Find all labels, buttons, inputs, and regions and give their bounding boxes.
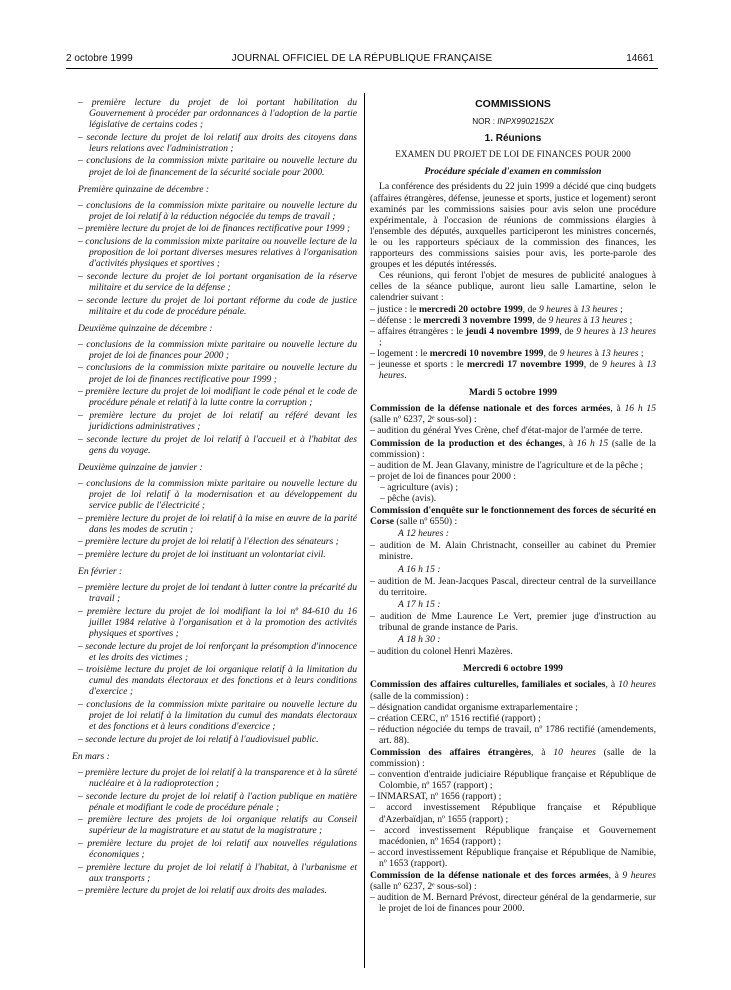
list-item: – conclusions de la commission mixte paritaire ou nouvelle lecture de la proposition de loi portant diverses mesures relatives à l'organisation d'activités physiques et sportives ; [78, 236, 357, 270]
list-item: – accord investissement République française et République d'Azerbaïdjan, nº 1655 (rapport) ; [370, 802, 656, 825]
list-item: – réduction négociée du temps de travail, nº 1786 rectifié (amendements, art. 88). [370, 723, 656, 746]
left-column [72, 97, 357, 898]
nor-line [370, 116, 656, 127]
commission-block [370, 505, 656, 657]
calendar-item: – logement : le mercredi 10 novembre 1999, de 9 heures à 13 heures ; [370, 347, 644, 359]
section-december-2 [78, 323, 357, 456]
section-heading: Première quinzaine de décembre : [78, 183, 210, 195]
header-date: 2 octobre 1999 [66, 53, 133, 64]
list-item: – audition du général Yves Crène, chef d'état-major de l'armée de terre. [370, 425, 643, 437]
list-item: – seconde lecture du projet de loi portant réforme du code de justice militaire et du code de procédure pénale. [78, 294, 357, 317]
list-item: – audition de M. Jean Glavany, ministre de l'agriculture et de la pêche ; [370, 459, 644, 471]
calendar-item: – défense : le mercredi 3 novembre 1999, de 9 heures à 13 heures ; [370, 314, 633, 326]
nor-code: INPX9902152X [497, 117, 554, 127]
list-item: – création CERC, nº 1516 rectifié (rapport) ; [370, 712, 541, 724]
list-item: – convention d'entraide judiciaire République française et République de Colombie, nº 1657 (rapport) ; [370, 769, 656, 792]
list-item: – première lecture du projet de loi instituant un volontariat civil. [78, 548, 326, 560]
commission-heading: Commission de la production et des échanges, à 16 h 15 (salle de la commission) : [370, 437, 657, 460]
section-heading: En mars : [72, 750, 110, 762]
list-item: – accord investissement République française et République de Namibie, nº 1653 (rapport). [370, 846, 656, 869]
time-label: A 16 h 15 : [398, 563, 441, 575]
calendar-item: – justice : le mercredi 20 octobre 1999, de 9 heures à 13 heures ; [370, 303, 623, 315]
list-item: – première lecture du projet de loi modifiant le code pénal et le code de procédure pénale et relatif à la lutte contre la corruption ; [78, 386, 357, 409]
commission-block [370, 679, 656, 746]
list-item: – INMARSAT, nº 1656 (rapport) ; [370, 791, 502, 803]
day-heading: Mardi 5 octobre 1999 [468, 387, 558, 399]
list-item: – première lecture du projet de loi relatif aux nouvelles régulations économiques ; [78, 838, 357, 861]
list-item: – seconde lecture du projet de loi relatif aux droits des citoyens dans leurs relations avec l'administration ; [78, 131, 357, 154]
commission-heading: Commission d'enquête sur le fonctionnement des forces de sécurité en Corse (salle nº 6550) : [370, 505, 656, 528]
list-item: – seconde lecture du projet de loi renforçant la présomption d'innocence et les droits des victimes ; [78, 640, 357, 663]
list-item: – première lecture du projet de loi relatif à la mise en œuvre de la parité dans les modes de scrutin ; [78, 512, 357, 535]
nor-label: NOR : [472, 117, 495, 127]
intro-list [78, 97, 357, 178]
commission-block [370, 870, 656, 914]
list-item: – première lecture du projet de loi de finances rectificative pour 1999 ; [78, 223, 351, 235]
commission-block [370, 438, 656, 505]
section-february [78, 566, 357, 745]
section-january-2 [78, 462, 357, 560]
reunions-heading: 1. Réunions [484, 133, 542, 145]
list-item: – projet de loi de finances pour 2000 : [370, 470, 517, 482]
calendar-list [370, 304, 656, 382]
exam-heading: EXAMEN DU PROJET DE LOI DE FINANCES POUR 2000 [395, 149, 631, 160]
list-item: – audition de Mme Laurence Le Vert, premier juge d'instruction au tribunal de grande instance de Paris. [370, 610, 656, 634]
calendar-item: – jeunesse et sports : le mercredi 17 novembre 1999, de 9 heures à 13 heures. [370, 358, 657, 382]
day-heading: Mercredi 6 octobre 1999 [463, 663, 563, 675]
list-item: – désignation candidat organisme extraparlementaire ; [370, 701, 578, 713]
column-divider [364, 93, 365, 968]
list-item: – première lecture du projet de loi relatif à la transparence et à la sûreté nucléaire et à la radioprotection ; [78, 766, 357, 790]
section-heading: En février : [78, 565, 123, 577]
commissions-title: COMMISSIONS [475, 98, 551, 110]
list-item: – première lecture du projet de loi relatif à l'élection des sénateurs ; [78, 536, 339, 548]
list-item: – conclusions de la commission mixte paritaire ou nouvelle lecture du projet de loi de financement de la sécurité sociale pour 2000. [78, 155, 357, 178]
list-item: – seconde lecture du projet de loi relatif à l'audiovisuel public. [78, 733, 319, 745]
list-item: – première lecture des projets de loi organique relatifs au Conseil supérieur de la magistrature et au statut de la magistrature ; [78, 814, 357, 837]
paragraph: Ces réunions, qui feront l'objet de mesures de publicité analogues à celles de la séance publique, auront lieu salle Lamartine, selon le calendrier suivant : [370, 270, 656, 304]
right-column [370, 97, 656, 914]
commission-block [370, 747, 656, 869]
time-label: A 12 heures : [398, 528, 449, 540]
list-item: – seconde lecture du projet de loi relatif à l'accueil et à l'habitat des gens du voyage. [78, 433, 357, 456]
list-item: – première lecture du projet de loi tendant à lutter contre la précarité du travail ; [78, 582, 357, 605]
list-item: – audition de M. Bernard Prévost, directeur général de la gendarmerie, sur le projet de loi de finances pour 2000. [370, 892, 656, 915]
section-heading: Deuxième quinzaine de décembre : [78, 322, 213, 334]
section-heading: Deuxième quinzaine de janvier : [78, 461, 203, 473]
list-item: – première lecture du projet de loi portant habilitation du Gouvernement à procéder par ordonnances à l'adoption de la partie législative de certains codes ; [78, 97, 357, 131]
list-item: – troisième lecture du projet de loi organique relatif à la limitation du cumul des mandats électoraux et des fonctions et à leurs conditions d'exercice ; [78, 664, 357, 698]
header-rule [66, 68, 658, 69]
section-december-1 [78, 184, 357, 317]
time-label: A 18 h 30 : [398, 634, 441, 646]
list-item: – accord investissement République française et Gouvernement macédonien, nº 1654 (rapport) ; [370, 824, 656, 847]
list-item: – conclusions de la commission mixte paritaire ou nouvelle lecture du projet de loi de finances rectificative pour 1999 ; [78, 362, 357, 385]
procedure-heading: Procédure spéciale d'examen en commission [424, 166, 602, 178]
list-item: – première lecture du projet de loi relatif aux droits des malades. [78, 885, 327, 897]
sub-list-item: – pêche (avis). [380, 493, 437, 504]
section-march [72, 750, 357, 897]
journal-title: JOURNAL OFFICIEL DE LA RÉPUBLIQUE FRANÇAISE [231, 53, 493, 64]
list-item: – première lecture du projet de loi relatif à l'habitat, à l'urbanisme et aux transports ; [78, 861, 357, 884]
list-item: – conclusions de la commission mixte paritaire ou nouvelle lecture du projet de loi relatif à la réduction négociée du temps de travail ; [78, 199, 357, 222]
list-item: – seconde lecture du projet de loi portant organisation de la réserve militaire et du service de la défense ; [78, 270, 357, 293]
list-item: – première lecture du projet de loi relatif au référé devant les juridictions administratives ; [78, 409, 357, 432]
list-item: – audition de M. Jean-Jacques Pascal, directeur central de la surveillance du territoire. [370, 575, 656, 598]
list-item: – conclusions de la commission mixte paritaire ou nouvelle lecture du projet de loi relatif à la limitation du cumul des mandats électoraux et des fonctions et à leurs conditions d'exercice ; [78, 699, 357, 733]
list-item: – seconde lecture du projet de loi relatif à l'action publique en matière pénale et modifiant le code de procédure pénale ; [78, 790, 357, 813]
page-number: 14661 [626, 53, 654, 64]
commission-heading: Commission de la défense nationale et des forces armées, à 9 heures (salle nº 6237, 2ᵉ sous-sol) : [370, 870, 656, 893]
commission-heading: Commission de la défense nationale et des forces armées, à 16 h 15 (salle nº 6237, 2ᵉ sous-sol) : [370, 403, 656, 426]
list-item: – conclusions de la commission mixte paritaire ou nouvelle lecture du projet de loi de finances pour 2000 ; [78, 338, 357, 361]
list-item: – audition du colonel Henri Mazères. [370, 646, 513, 658]
paragraph: La conférence des présidents du 22 juin 1999 a décidé que cinq budgets (affaires étrangères, défense, jeunesse et sports, justice et logement) seront examinés par les commissions saisies pour avis selon une procédure expérimentale, à l'occasion de réunions de commissions élargies à l'ensemble des députés, auxquelles participeront les ministres concernés, le ou les rapporteurs spéciaux de la commission des finances, les rapporteurs des commissions saisies pour avis, les porte-parole des groupes et les députés intéressés. [370, 181, 656, 271]
time-label: A 17 h 15 : [398, 598, 441, 610]
calendar-item: – affaires étrangères : le jeudi 4 novembre 1999, de 9 heures à 13 heures ; [370, 325, 656, 348]
list-item: – conclusions de la commission mixte paritaire ou nouvelle lecture du projet de loi relatif à la modernisation et au développement du service public de l'électricité ; [78, 477, 357, 511]
list-item: – première lecture du projet de loi modifiant la loi nº 84-610 du 16 juillet 1984 relative à l'organisation et à la promotion des activités physiques et sportives ; [78, 605, 357, 639]
sub-list-item: – agriculture (avis) ; [380, 481, 459, 493]
commission-heading: Commission des affaires culturelles, familiales et sociales, à 10 heures (salle de la commission) : [370, 679, 656, 702]
commission-block [370, 403, 656, 436]
commission-heading: Commission des affaires étrangères, à 10 heures (salle de la commission) : [370, 746, 656, 770]
list-item: – audition de M. Alain Christnacht, conseiller au cabinet du Premier ministre. [370, 540, 656, 563]
page-header [66, 50, 658, 68]
